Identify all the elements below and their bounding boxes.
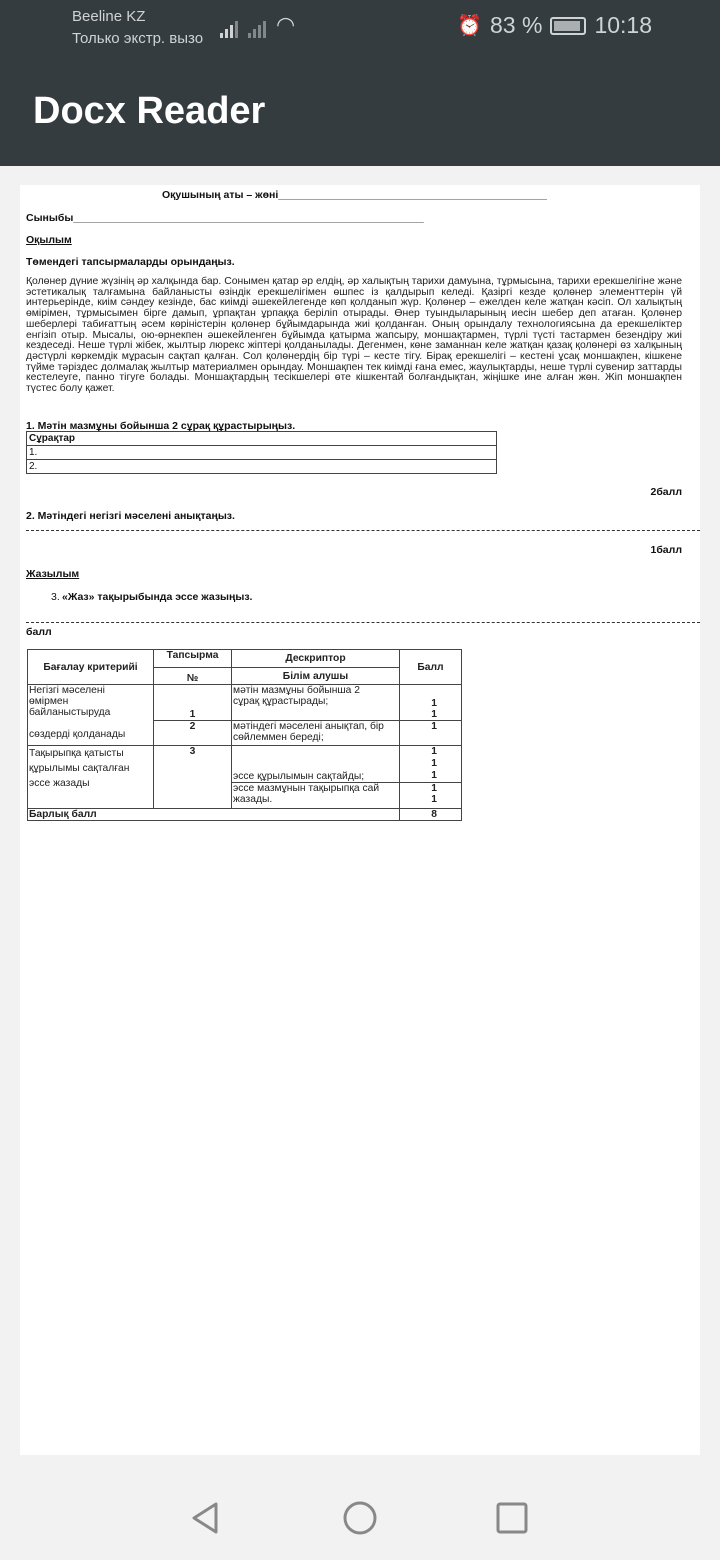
header-descriptor: Дескриптор [232, 650, 400, 668]
descriptor: эссе құрылымын сақтайды; [232, 746, 400, 783]
descriptor: эссе мазмұнын тақырыпқа сай жазады. [232, 783, 400, 809]
task-1: 1. Мәтін мазмұны бойынша 2 сұрақ құрастырыңыз. [26, 420, 296, 432]
points: 1 1 1 [400, 746, 462, 783]
criterion-2: Тақырыпқа қатысты құрылымы сақталған эссе жазады [28, 746, 154, 809]
app-bar [0, 60, 720, 166]
alarm-icon: ⏰ [457, 15, 482, 37]
task-3-number: 3. [51, 591, 60, 603]
criterion-1: Негізгі мәселені өмірмен байланыстыруда сөздерді қолданады [28, 685, 154, 746]
wifi-icon: ◠ [276, 12, 296, 37]
descriptor: мәтіндегі мәселені анықтап, бір сөйлеммен береді; [232, 721, 400, 746]
battery-icon [550, 17, 586, 35]
points: 1 1 [400, 685, 462, 721]
class-line: Сыныбы____________________________________________________________ [26, 212, 424, 224]
total-points: 8 [400, 809, 462, 821]
section-reading: Оқылым [26, 234, 72, 246]
task-number: 3 [154, 746, 232, 809]
status-bar [0, 0, 720, 60]
app-title: Docx Reader [33, 90, 266, 132]
task-2: 2. Мәтіндегі негізгі мәселені анықтаңыз. [26, 510, 235, 522]
header-criteria: Бағалау критерийі [28, 650, 154, 685]
task-2-points: 1балл [650, 544, 682, 556]
document-page[interactable] [20, 185, 700, 1455]
questions-table [26, 431, 497, 474]
questions-header: Сұрақтар [27, 432, 497, 446]
instructions: Төмендегі тапсырмаларды орындаңыз. [26, 256, 235, 268]
descriptor: мәтін мазмұны бойынша 2 сұрақ құрастырады; [232, 685, 400, 721]
battery-percent: 83 % [490, 12, 543, 38]
carrier-status: Только экстр. вызо [72, 30, 204, 47]
answer-line [26, 622, 700, 623]
total-label: Барлық балл [28, 809, 400, 821]
points: 1 1 [400, 783, 462, 809]
home-icon[interactable] [342, 1500, 378, 1536]
task-3: «Жаз» тақырыбында эссе жазыңыз. [62, 591, 253, 603]
header-points: Балл [400, 650, 462, 685]
signal-icon [220, 18, 238, 38]
student-name-line: Оқушының аты – жөні______________________________________________ [162, 189, 547, 201]
carrier-name: Beeline KZ [72, 8, 146, 25]
question-row[interactable]: 1. [27, 446, 497, 460]
question-row[interactable]: 2. [27, 460, 497, 474]
reading-text: Қолөнер дүние жүзінің әр халқында бар. Сонымен қатар әр елдің, әр халықтың тарихи дамуына, тұрмысына, тарихи ерекшелігіне және эстетикалық талғамына байланысты өзіндік ерекшелігімен өшпес із қалдырып келеді. Қазіргі кезде қолөнер элементтерін үй интерьерінде, киім сәндеу кезінде, бас киімді әшекейлегенде көп қолданып жүр. Қолөнер – ежелден келе жатқан кәсіп. Ол халықтың өмірімен, тұрмысымен бірге дамып, ұрпақтан ұрпаққа беріліп отырады. Өнер туындыларының иесін шебер деп атаған. Қолөнер шеберлері табиғаттың әсем көріністерін қолөнер бұйымдарында жиі қолданған. Оның орындалу технологиясына да ерекшеліктер енгізіп отыр. Мысалы, ою-өрнекпен әшекейленген бұйымда қатырма жапсыру, моншақтармен, түрлі түсті тастармен безендіру жиі кездеседі. Неше түрлі жібек, жылтыр люрекс жіптері қолданылады. Дегенмен, көне заманнан келе жатқан қазақ қолөнері өз халқының дәстүрлі көркемдік мұрасын сақтап қалған. Сол қолөнердің бір түрі – кесте тігу. Бірақ ерекшелігі – кестені ұсақ моншақпен, кішкене түйме тәріздес долмалақ жылтыр материалмен орындау. Моншақпен тек киімді ғана емес, жаулықтарды, неше түрлі сувенир заттарды кестелеуге, панно тігуге болады. Моншақтардың тесікшелері өте кішкентай болғандықтан, жіңішке ине алған жөн. Жіп моншақпен түстес болу қажет. [26, 276, 682, 395]
answer-line [26, 530, 700, 531]
recents-icon[interactable] [494, 1500, 530, 1536]
navigation-bar [0, 1475, 720, 1560]
section-writing: Жазылым [26, 568, 80, 580]
signal-no-sim-icon [248, 18, 266, 38]
task-number: 2 [154, 721, 232, 746]
task-number: 1 [154, 685, 232, 721]
task-1-points: 2балл [650, 486, 682, 498]
clock: 10:18 [594, 12, 652, 38]
back-icon[interactable] [188, 1500, 224, 1536]
header-number: № [154, 668, 232, 685]
task-3-points: балл [26, 626, 52, 638]
points: 1 [400, 721, 462, 746]
rubric-table [27, 649, 462, 821]
header-student: Білім алушы [232, 668, 400, 685]
header-task: Тапсырма [154, 650, 232, 668]
